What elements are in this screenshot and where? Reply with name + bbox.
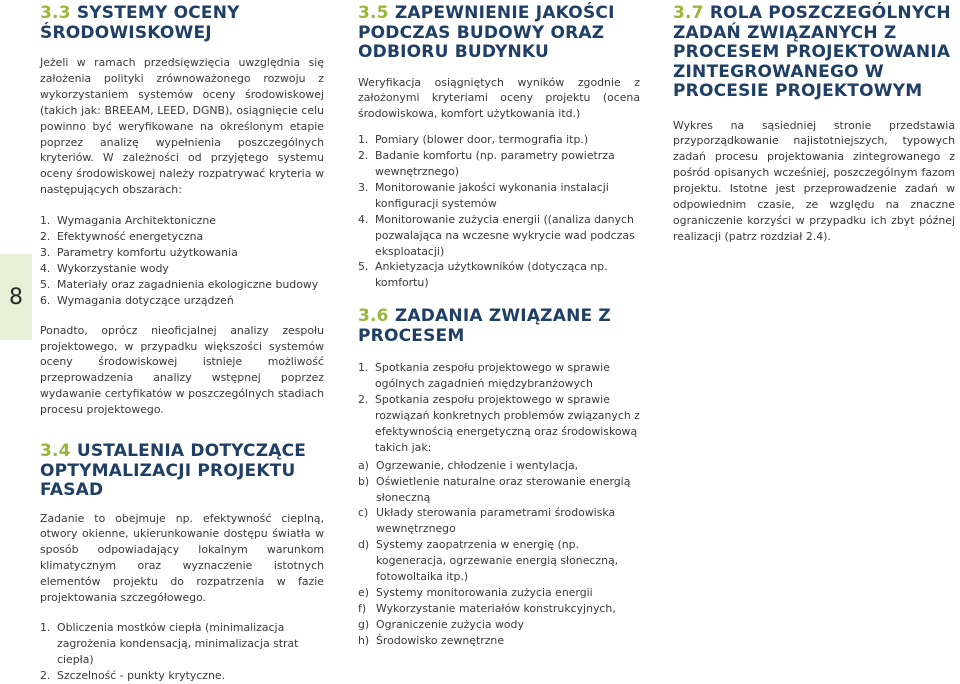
list-item: 2. Spotkania zespołu projektowego w sprawie rozwiązań konkretnych problemów związanych z efektywnością energetyczną oraz środowiskową takich jak: [358, 393, 640, 454]
page-number: 8 [9, 284, 23, 310]
section-3-4-intro: Zadanie to obejmuje np. efektywność cieplną, otwory okienne, ukierunkowanie dostępu światła w sposób odpowiadający lokalnym warunkom klimatycznym oraz wyznaczenie istotnych elementów projektu do rozpatrzenia w fazie projektowania szczegółowego. [40, 511, 324, 605]
list-item: b) Oświetlenie naturalne oraz sterowanie energią słoneczną [358, 474, 631, 504]
section-3-5-intro: Weryfikacja osiągniętych wyników zgodnie z założonymi kryteriami oceny projektu (ocena środowiskowa, komfort użytkowania itd.) [358, 75, 640, 121]
list-item: 4. Monitorowanie zużycia energii ((analiza danych pozwalająca na wczesne wykrycie wad podczas eksploatacji) [358, 212, 635, 258]
list-item: g) Ograniczenie zużycia wody [358, 617, 524, 631]
column-middle [358, 4, 640, 649]
list-item: 2. Efektywność energetyczna [40, 230, 204, 244]
section-3-6-sublist [358, 458, 640, 649]
list-item: 1. Obliczenia mostków ciepła (minimalizacja zagrożenia kondensacją, minimalizacja strat ciepła) [40, 620, 299, 666]
column-right [673, 4, 955, 245]
section-title: ZAPEWNIENIE JAKOŚCI PODCZAS BUDOWY ORAZ ODBIORU BUDYNKU [358, 3, 615, 62]
section-3-4-list [40, 620, 324, 684]
list-item: 1. Pomiary (blower door, termografia itp.) [358, 133, 589, 147]
list-item: a) Ogrzewanie, chłodzenie i wentylacja, [358, 458, 579, 472]
section-3-6-list [358, 360, 640, 455]
page-number-tab [0, 254, 32, 340]
list-item: 2. Szczelność - punkty krytyczne. [40, 668, 226, 682]
list-item: 6. Wymagania dotyczące urządzeń [40, 293, 234, 307]
column-left [40, 4, 324, 684]
list-item: 3. Monitorowanie jakości wykonania instalacji konfiguracji systemów [358, 180, 609, 210]
section-3-3-heading [40, 4, 324, 43]
list-item: 1. Wymagania Architektoniczne [40, 214, 217, 228]
section-3-6-heading [358, 307, 640, 346]
section-title: SYSTEMY OCENY ŚRODOWISKOWEJ [40, 3, 240, 43]
list-item: 5. Materiały oraz zagadnienia ekologiczne budowy [40, 277, 319, 291]
list-item: f) Wykorzystanie materiałów konstrukcyjnych, [358, 601, 616, 615]
list-item: h) Środowisko zewnętrzne [358, 633, 505, 647]
section-number: 3.4 [40, 441, 71, 462]
list-item: 3. Parametry komfortu użytkowania [40, 245, 238, 259]
list-item: 5. Ankietyzacja użytkowników (dotycząca np. komfortu) [358, 260, 608, 290]
section-3-5-heading [358, 4, 640, 63]
list-item: 4. Wykorzystanie wody [40, 261, 169, 275]
section-3-5-list [358, 132, 640, 291]
section-3-7-body: Wykres na sąsiedniej stronie przedstawia przyporządkowanie najistotniejszych, typowych zadań procesu projektowania zintegrowanego z pośród opisanych wcześniej, poszczególnym fazom projektu. Istotne jest przeprowadzenie zadań w odpowiednim czasie, ze względu na znaczne ograniczenie korzyści w przypadku ich zbyt późnej realizacji (patrz rozdział 2.4). [673, 118, 955, 243]
list-item: e) Systemy monitorowania zużycia energii [358, 585, 593, 599]
section-3-7-heading [673, 4, 955, 102]
section-title: USTALENIA DOTYCZĄCE OPTYMALIZACJI PROJEKTU FASAD [40, 441, 307, 501]
list-item: 1. Spotkania zespołu projektowego w sprawie ogólnych zagadnień międzybranżowych [358, 361, 610, 391]
section-3-3-note: Ponadto, oprócz nieoficjalnej analizy zespołu projektowego, w przypadku większości systemów oceny środowiskowej istnieje możliwość przeprowadzenia analizy wstępnej poprzez wydawanie certyfikatów w poszczególnych stadiach procesu projektowego. [40, 323, 324, 417]
section-number: 3.3 [40, 3, 71, 23]
list-item: 2. Badanie komfortu (np. parametry powietrza wewnętrznego) [358, 149, 615, 179]
list-item: c) Układy sterowania parametrami środowiska wewnętrznego [358, 506, 616, 536]
list-item: d) Systemy zaopatrzenia w energię (np. kogeneracja, ogrzewanie energią słoneczną, fotowoltaika itp.) [358, 538, 619, 584]
section-3-3-intro: Jeżeli w ramach przedsięwzięcia uwzględnia się założenia polityki zrównoważonego rozwoju z wykorzystaniem systemów oceny środowiskowej (takich jak: BREEAM, LEED, DGNB), osiągnięcie celu powinno być weryfikowane na określonym etapie poprzez analizę wypełnienia poszczególnych kryteriów. W zależności od przyjętego systemu oceny środowiskowej należy rozpatrywać kryteria w następujących obszarach: [40, 56, 324, 197]
section-number: 3.5 [358, 3, 389, 23]
section-3-3-list [40, 213, 324, 308]
section-number: 3.7 [673, 3, 704, 23]
section-title: ROLA POSZCZEGÓLNYCH ZADAŃ ZWIĄZANYCH Z PROCESEM PROJEKTOWANIA ZINTEGROWANEGO W PROCESIE PROJEKTOWYM [673, 3, 951, 101]
section-number: 3.6 [358, 306, 389, 327]
section-title: ZADANIA ZWIĄZANE Z PROCESEM [358, 306, 611, 346]
section-3-4-heading [40, 442, 324, 501]
